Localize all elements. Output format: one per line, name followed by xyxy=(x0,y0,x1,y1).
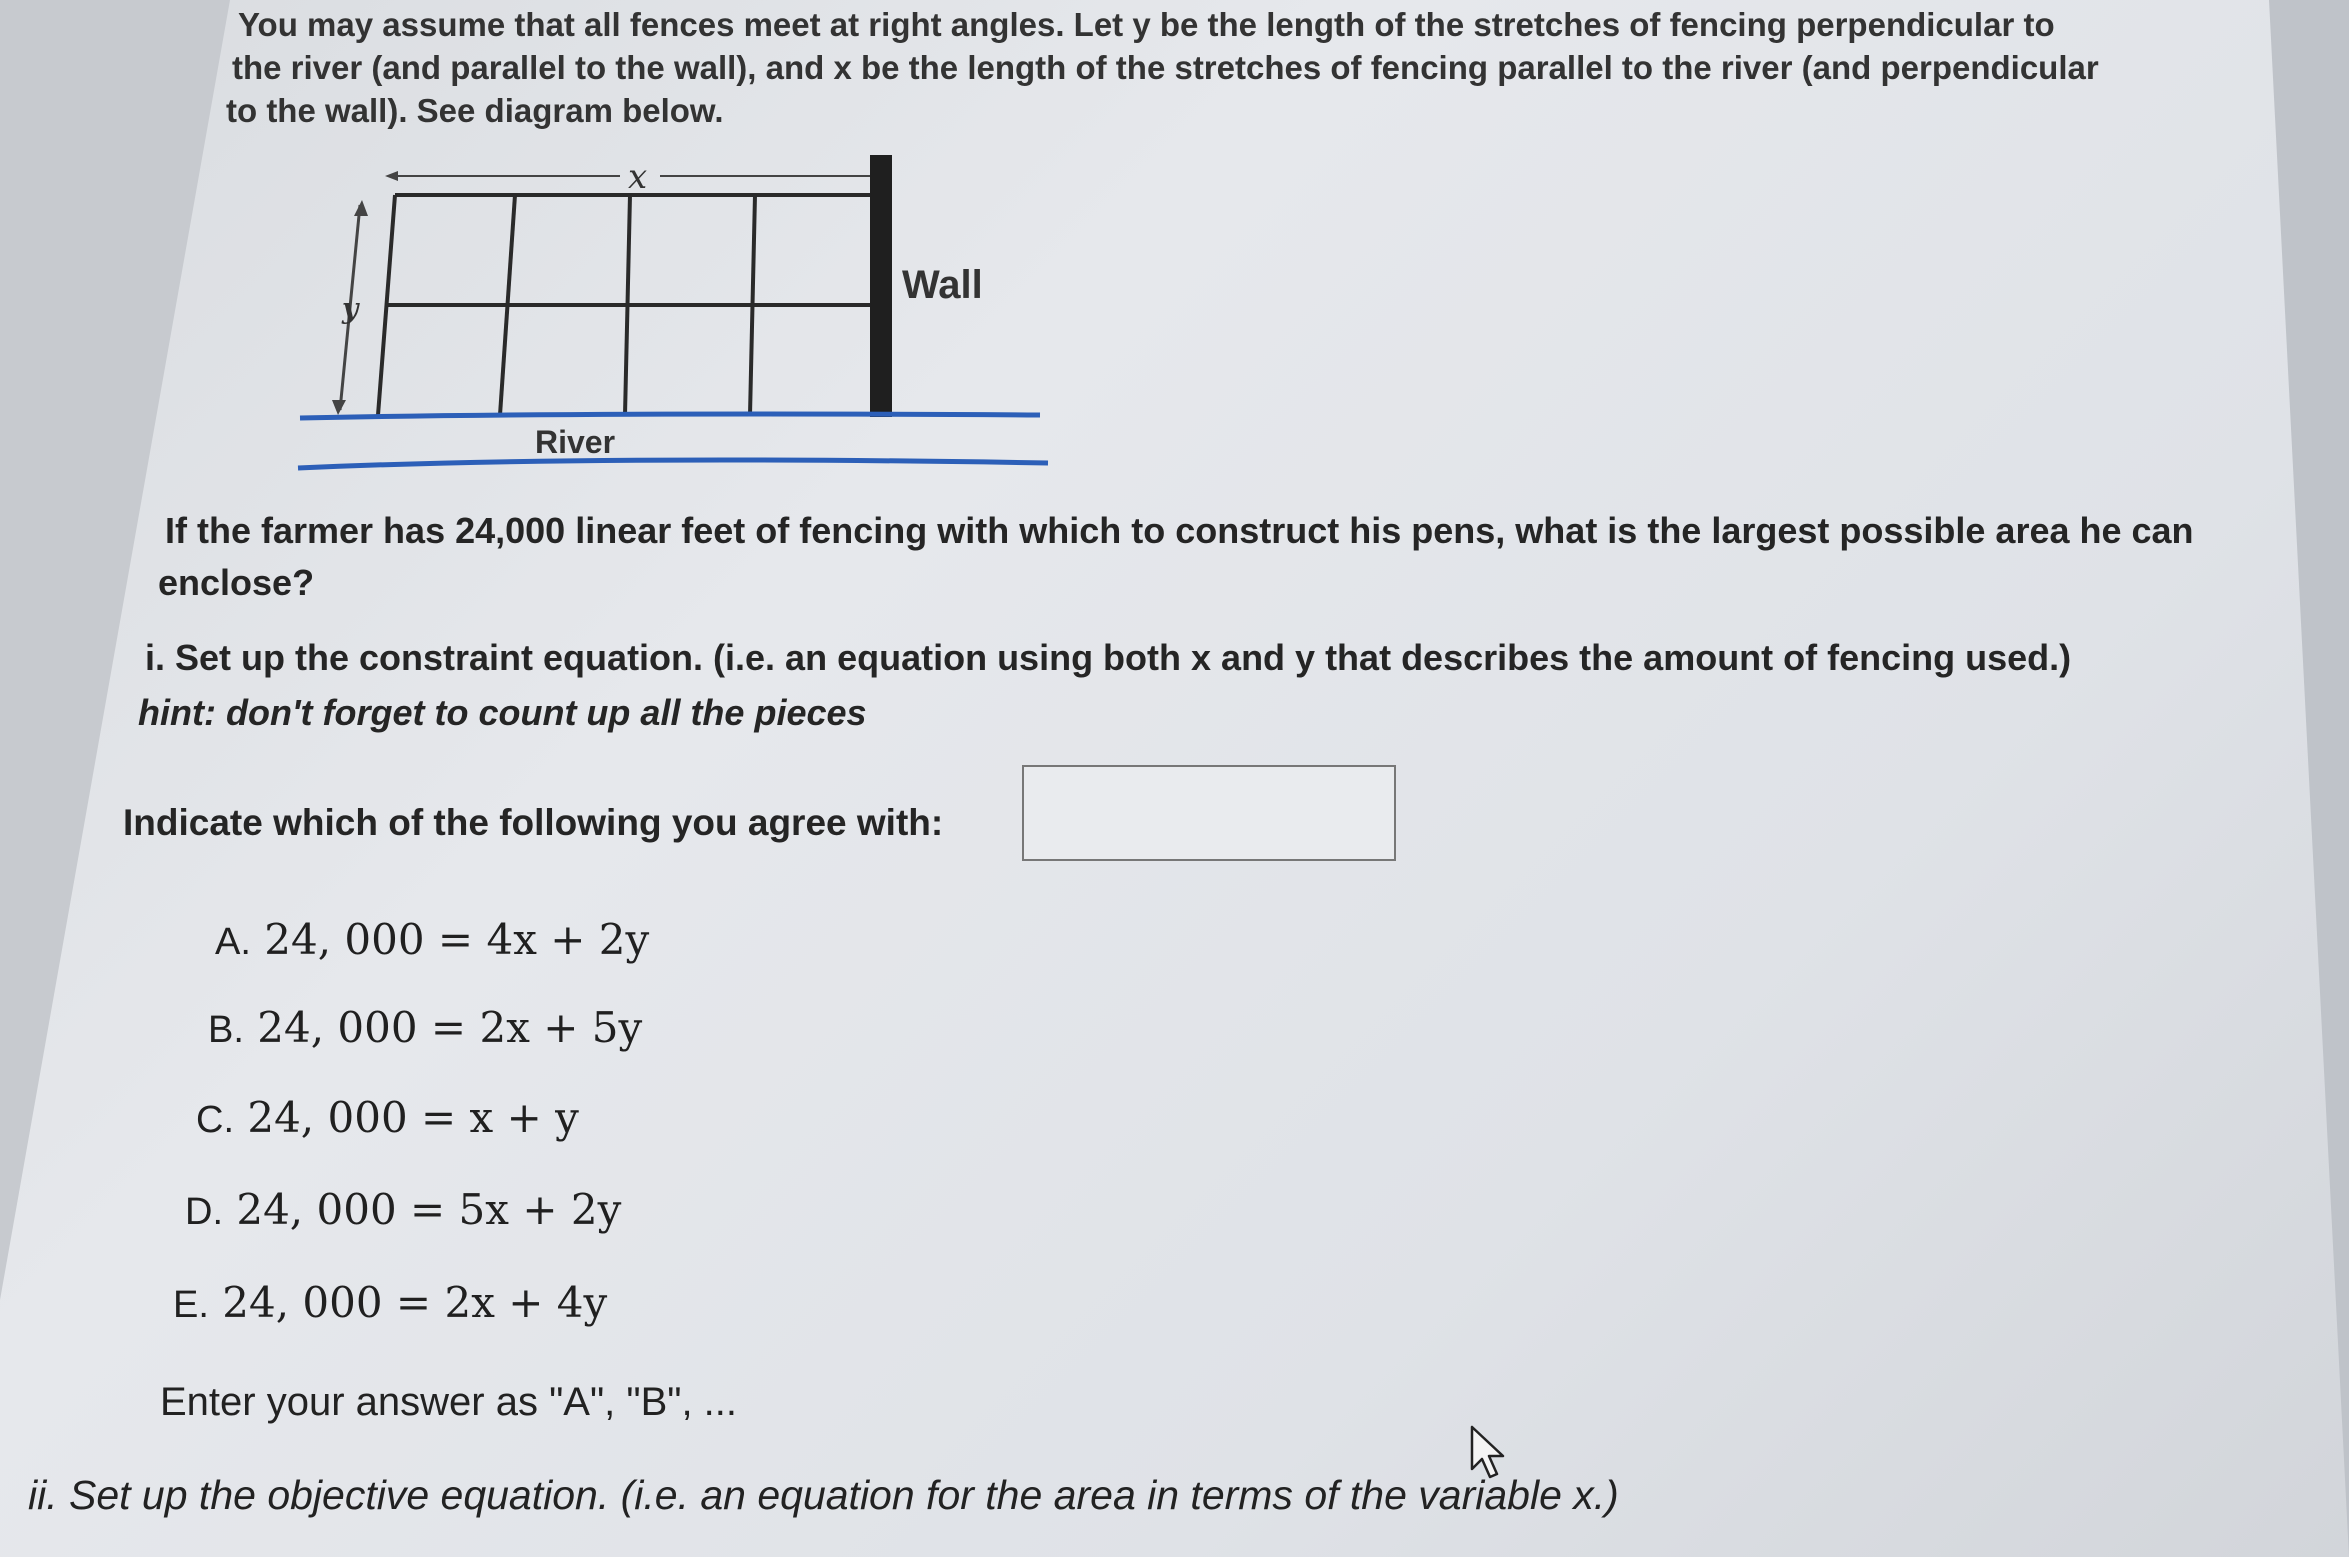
option-b-equation: 24, 000 = 2x + 5y xyxy=(257,1003,643,1052)
option-b-label: B. xyxy=(208,1009,244,1051)
fence-divider-2 xyxy=(625,195,630,415)
river-top-line xyxy=(300,414,1040,418)
wall xyxy=(870,155,892,417)
option-b xyxy=(208,1003,642,1052)
option-e xyxy=(173,1278,607,1327)
x-label: x xyxy=(628,157,648,197)
option-d-equation: 24, 000 = 5x + 2y xyxy=(236,1185,622,1234)
y-label: y xyxy=(342,292,359,325)
answer-input[interactable] xyxy=(1022,765,1396,861)
intro-line-1: You may assume that all fences meet at right angles. Let y be the length of the stretches of fencing perpendicular to xyxy=(238,6,2055,43)
fence-diagram xyxy=(290,150,1050,480)
fence-divider-3 xyxy=(750,195,755,415)
indicate-label: Indicate which of the following you agree with: xyxy=(123,802,944,843)
option-c-label: C. xyxy=(196,1099,234,1141)
option-e-equation: 24, 000 = 2x + 4y xyxy=(222,1278,608,1327)
option-c-equation: 24, 000 = x + y xyxy=(247,1093,579,1142)
wall-label: Wall xyxy=(902,263,983,307)
part-i-line: i. Set up the constraint equation. (i.e. an equation using both x and y that describes the amount of fencing used.) xyxy=(145,637,2072,678)
option-c xyxy=(196,1093,579,1142)
option-a-label: A. xyxy=(215,921,251,963)
x-arrowhead-left xyxy=(385,171,398,181)
pen-grid xyxy=(378,195,875,415)
y-arrowhead-top xyxy=(354,200,368,216)
option-a xyxy=(215,915,649,964)
enter-answer-instruction: Enter your answer as "A", "B", ... xyxy=(160,1380,738,1424)
intro-line-2: the river (and parallel to the wall), and x be the length of the stretches of fencing parallel to the river (and perpendicular xyxy=(232,49,2099,86)
part-i-hint: hint: don't forget to count up all the pieces xyxy=(138,692,867,733)
option-a-equation: 24, 000 = 4x + 2y xyxy=(264,915,650,964)
option-d-label: D. xyxy=(185,1191,223,1233)
right-edge-shadow xyxy=(2229,0,2349,1557)
option-e-label: E. xyxy=(173,1284,209,1326)
river-label: River xyxy=(535,424,616,460)
intro-line-3: to the wall). See diagram below. xyxy=(226,92,724,129)
question-line-1: If the farmer has 24,000 linear feet of fencing with which to construct his pens, what is the largest possible area he can xyxy=(165,510,2194,551)
option-d xyxy=(185,1185,621,1234)
part-ii-line: ii. Set up the objective equation. (i.e. an equation for the area in terms of the variable x.) xyxy=(28,1472,1619,1518)
mouse-cursor-icon xyxy=(1470,1425,1510,1481)
question-line-2: enclose? xyxy=(158,562,315,603)
river-bottom-line xyxy=(298,460,1048,468)
y-arrowhead-bottom xyxy=(332,400,346,415)
